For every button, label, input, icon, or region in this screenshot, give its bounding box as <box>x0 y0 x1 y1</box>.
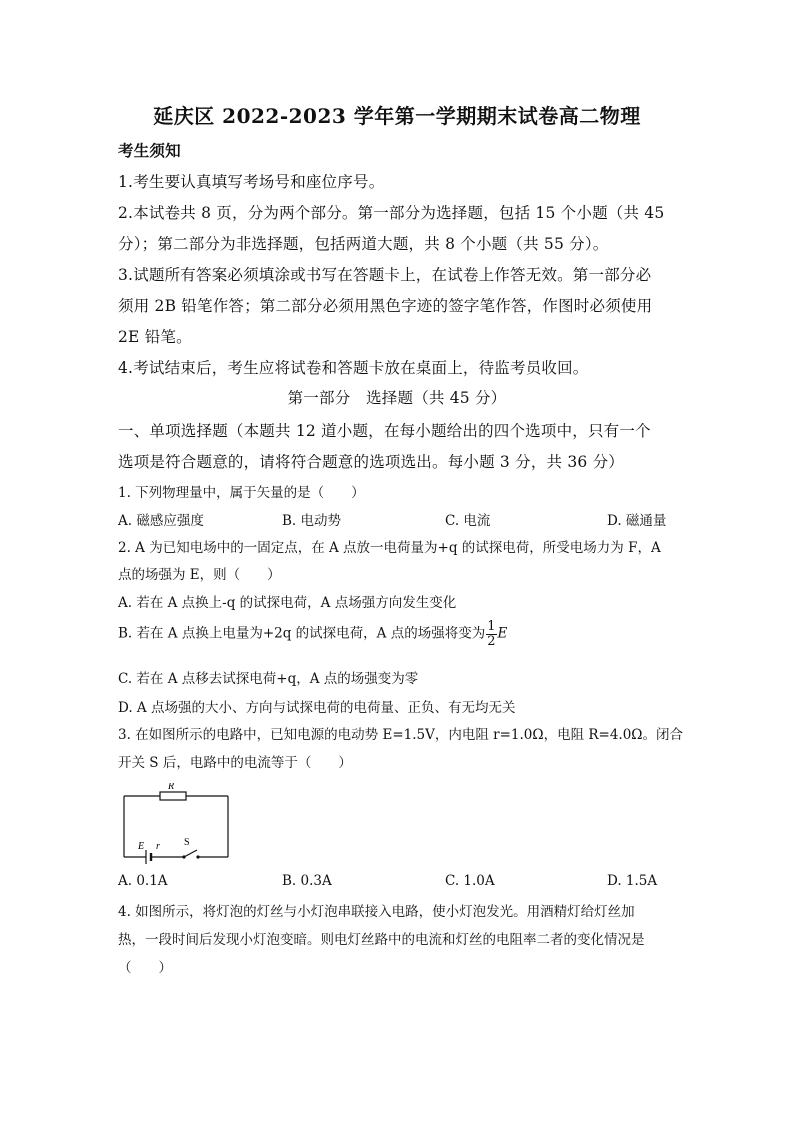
q1-stem: 1. 下列物理量中，属于矢量的是（ ） <box>118 485 365 501</box>
fraction-numerator: 1 <box>487 619 496 634</box>
q4-stem: （ ） <box>118 960 172 976</box>
q2-option-b <box>118 620 507 648</box>
notice-heading: 考生须知 <box>118 141 181 160</box>
exam-title: 延庆区 2022-2023 学年第一学期期末试卷高二物理 <box>153 104 641 128</box>
label-s-switch: S <box>184 837 190 848</box>
label-e-emf: E <box>138 841 145 852</box>
circuit-diagram <box>118 783 238 865</box>
q2-option-b-text: B. 若在 A 点换上电量为+2q 的试探电荷，A 点的场强将变为 <box>118 625 486 642</box>
notice-item: 分）；第二部分为非选择题，包括两道大题，共 8 个小题（共 55 分）。 <box>118 235 609 253</box>
q3-option-b: B. 0.3A <box>282 873 332 889</box>
q2-option-a: A. 若在 A 点换上-q 的试探电荷，A 点场强方向发生变化 <box>118 595 457 611</box>
notice-item: 1.考生要认真填写考场号和座位序号。 <box>118 173 385 191</box>
switch-lever <box>184 850 197 857</box>
q3-option-d: D. 1.5A <box>607 873 658 889</box>
q2-stem: 点的场强为 E，则（ ） <box>118 567 281 583</box>
notice-item: 须用 2B 铅笔作答；第二部分必须用黑色字迹的签字笔作答，作图时必须使用 <box>118 297 653 315</box>
fraction-one-half <box>486 620 496 648</box>
q1-option-c: C. 电流 <box>445 513 491 529</box>
q2-option-c: C. 若在 A 点移去试探电荷+q，A 点的场强变为零 <box>118 671 419 687</box>
notice-item: 4.考试结束后，考生应将试卷和答题卡放在桌面上，待监考员收回。 <box>118 359 589 377</box>
q2-option-b-symbol: E <box>497 625 508 642</box>
q4-stem: 热，一段时间后发现小灯泡变暗。则电灯丝路中的电流和灯丝的电阻率二者的变化情况是 <box>118 932 645 948</box>
q1-option-d: D. 磁通量 <box>607 513 667 529</box>
q3-stem: 开关 S 后，电路中的电流等于（ ） <box>118 755 352 771</box>
q2-option-d: D. A 点场强的大小、方向与试探电荷的电荷量、正负、有无均无关 <box>118 700 516 716</box>
notice-item: 3.试题所有答案必须填涂或书写在答题卡上，在试卷上作答无效。第一部分必 <box>118 266 652 284</box>
resistor-symbol <box>160 792 186 800</box>
notice-item: 2E 铅笔。 <box>118 328 192 346</box>
section-instruction: 一、单项选择题（本题共 12 道小题，在每小题给出的四个选项中，只有一个 <box>118 422 651 440</box>
q3-option-c: C. 1.0A <box>445 873 495 889</box>
q4-stem: 4. 如图所示，将灯泡的灯丝与小灯泡串联接入电路，使小灯泡发光。用酒精灯给灯丝加 <box>118 904 635 920</box>
q1-option-b: B. 电动势 <box>282 513 342 529</box>
q3-stem: 3. 在如图所示的电路中，已知电源的电动势 E=1.5V，内电阻 r=1.0Ω，电阻 R=4.0Ω。闭合 <box>118 727 683 743</box>
part1-heading: 第一部分 选择题（共 45 分） <box>287 389 507 407</box>
section-instruction: 选项是符合题意的，请将符合题意的选项选出。每小题 3 分，共 36 分） <box>118 453 624 471</box>
fraction-denominator: 2 <box>487 633 496 649</box>
label-r-resistor: R <box>168 783 175 792</box>
q3-option-a: A. 0.1A <box>118 873 168 889</box>
notice-item: 2.本试卷共 8 页，分为两个部分。第一部分为选择题，包括 15 个小题（共 45 <box>118 204 665 222</box>
q1-option-a: A. 磁感应强度 <box>118 513 204 529</box>
q2-stem: 2. A 为已知电场中的一固定点，在 A 点放一电荷量为+q 的试探电荷，所受电场力为 F，A <box>118 540 661 556</box>
label-r-internal: r <box>156 841 160 852</box>
